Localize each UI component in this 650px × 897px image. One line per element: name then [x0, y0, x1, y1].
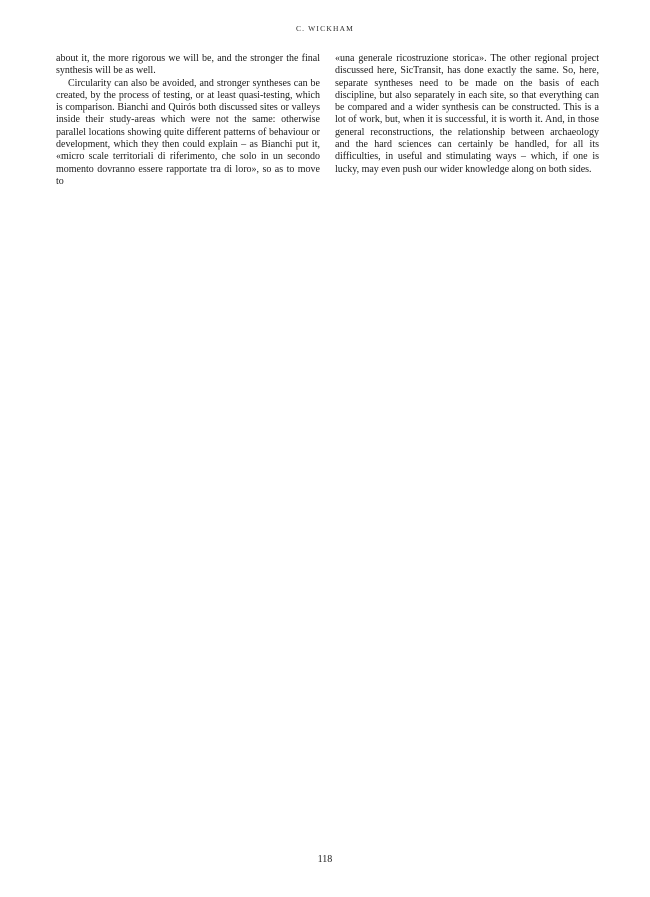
paragraph: Circularity can also be avoided, and stronger syntheses can be created, by the process of testing, or at least quasi-testing, which is comparison. Bianchi and Quirós both discussed sites or valleys inside their study-areas which were not the same: otherwise parallel locations showing quite different patterns of behaviour or development, which they then could explain – as Bianchi put it, «micro scale territoriali di riferimento, che solo in un secondo momento dovranno essere rapportate tra di loro», so as to move to	[56, 77, 320, 187]
left-column	[56, 53, 320, 188]
running-head: C. WICKHAM	[295, 24, 355, 33]
paragraph: about it, the more rigorous we will be, and the stronger the final synthesis will be as well.	[56, 53, 320, 77]
right-column	[335, 53, 599, 176]
paragraph: «una generale ricostruzione storica». The other regional project discussed here, SicTransit, has done exactly the same. So, here, separate syntheses need to be made on the basis of each discipline, but also separately in each site, so that everything can be compared and a wider synthesis can be constructed. This is a lot of work, but, when it is successful, it is worth it. And, in those general reconstructions, the relationship between archaeology and the hard sciences can certainly be handled, for all its difficulties, in useful and stimulating ways – which, if one is lucky, may even push our wider knowledge along on both sides.	[335, 53, 599, 175]
page-number: 118	[317, 854, 333, 865]
